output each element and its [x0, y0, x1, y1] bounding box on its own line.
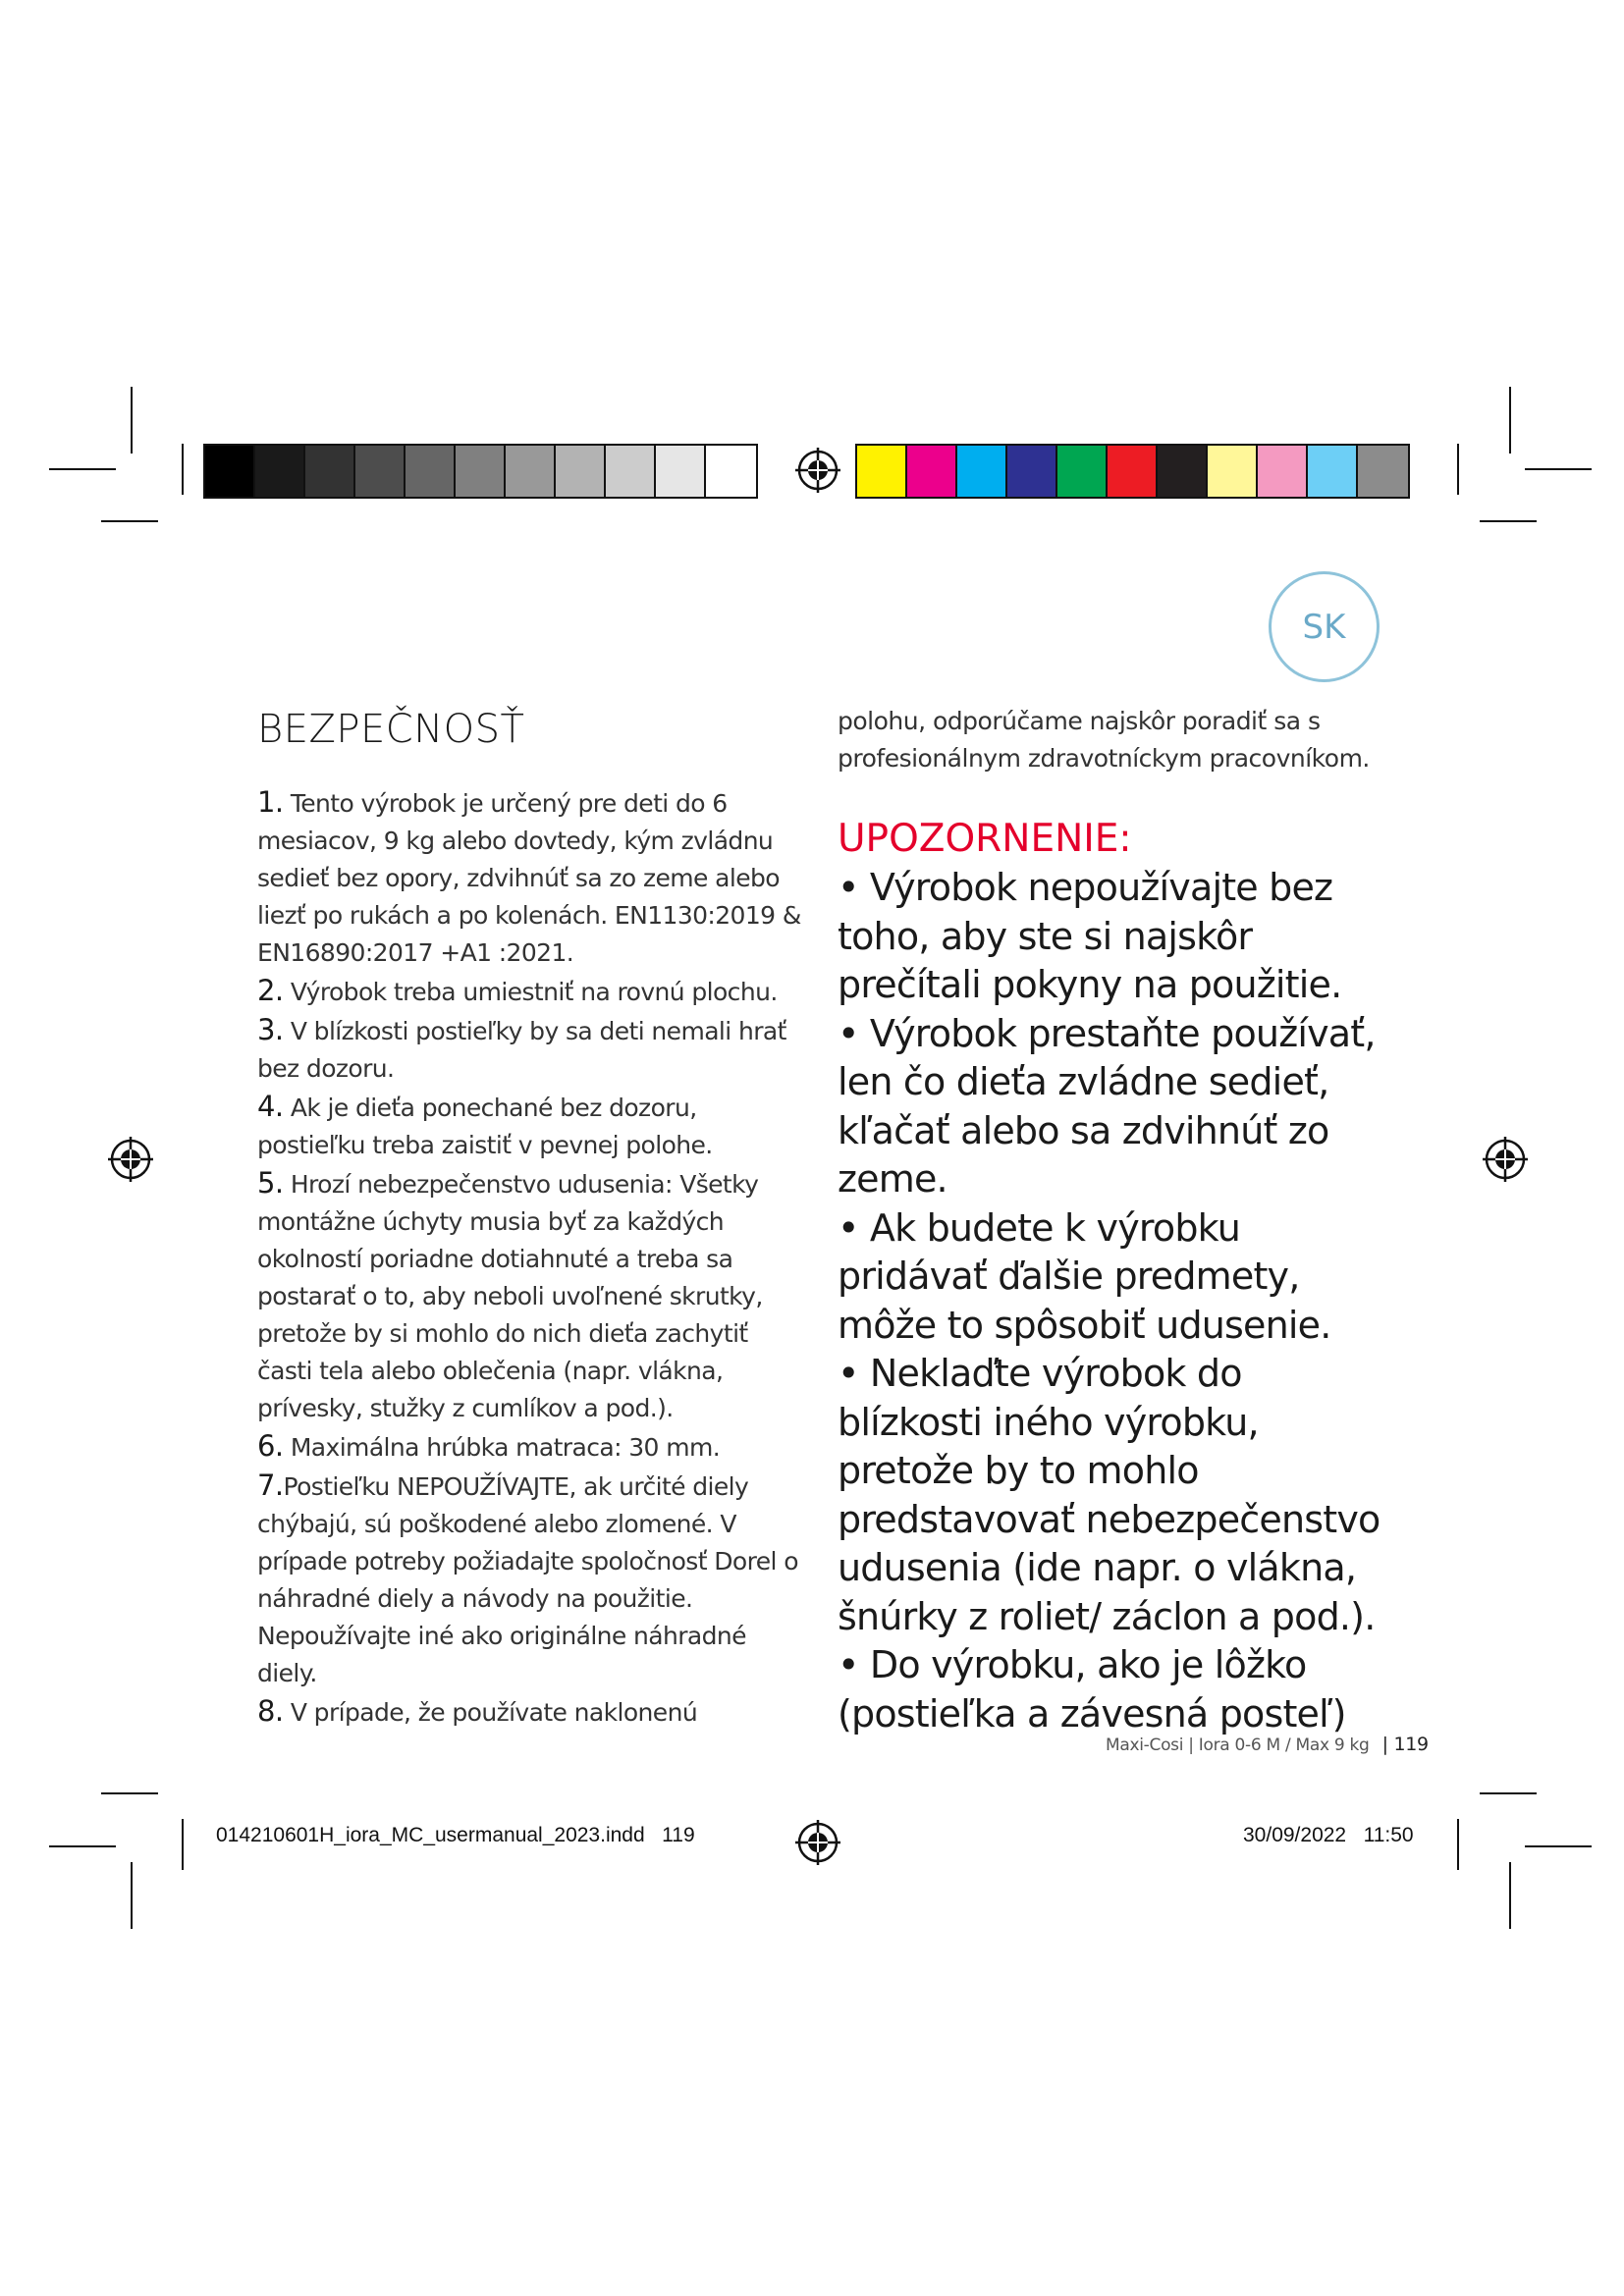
item-text: Výrobok treba umiestniť na rovnú plochu. — [283, 978, 778, 1006]
list-item — [257, 783, 807, 972]
color-swatch — [907, 446, 957, 497]
crop-mark — [182, 1819, 184, 1870]
crop-mark — [101, 520, 158, 522]
list-item — [257, 1088, 807, 1164]
gray-swatch — [255, 446, 305, 497]
slug-filename: 014210601H_iora_MC_usermanual_2023.indd 119 — [216, 1824, 695, 1846]
color-swatch — [1208, 446, 1258, 497]
crop-mark — [1480, 1792, 1537, 1794]
crop-mark — [49, 468, 116, 470]
footer-brand-text: Maxi-Cosi | Iora 0-6 M / Max 9 kg — [1106, 1735, 1370, 1755]
list-item — [257, 1164, 807, 1427]
crop-mark — [1457, 1819, 1459, 1870]
color-swatch — [1308, 446, 1358, 497]
gray-swatch — [456, 446, 506, 497]
gray-swatch — [706, 446, 756, 497]
list-item — [257, 1011, 807, 1088]
item-number: 8. — [257, 1694, 284, 1728]
gray-swatch — [305, 446, 355, 497]
color-swatch — [857, 446, 907, 497]
gray-swatch — [406, 446, 456, 497]
continued-text: polohu, odporúčame najskôr poradiť sa s profesionálnym zdravotníckym pracovníkom. — [838, 707, 1370, 773]
item-number: 3. — [257, 1013, 284, 1046]
warning-title: UPOZORNENIE: — [838, 817, 1132, 861]
language-badge — [1269, 571, 1380, 682]
item-text: Postieľku NEPOUŽÍVAJTE, ak určité diely chýbajú, sú poškodené alebo zlomené. V prípade potreby požiadajte spoločnosť Dorel o náhradné diely a návody na použitie. Nepoužívajte iné ako originálne náhradné diely. — [257, 1472, 798, 1687]
crop-mark — [1480, 520, 1537, 522]
registration-mark-icon — [1481, 1135, 1530, 1184]
color-swatch — [1057, 446, 1108, 497]
page-number: | 119 — [1381, 1734, 1429, 1755]
language-badge-label: SK — [1302, 607, 1346, 647]
gray-swatch — [606, 446, 656, 497]
warning-item: • Výrobok nepoužívajte bez toho, aby ste si najskôr prečítali pokyny na použitie. — [838, 866, 1342, 1006]
item-text: Ak je dieťa ponechané bez dozoru, postieľku treba zaistiť v pevnej polohe. — [257, 1094, 713, 1159]
crop-mark — [1525, 468, 1592, 470]
item-number: 1. — [257, 785, 284, 819]
registration-mark-icon — [106, 1135, 155, 1184]
item-text: Maximálna hrúbka matraca: 30 mm. — [283, 1433, 721, 1462]
item-number: 5. — [257, 1166, 284, 1200]
item-number: 6. — [257, 1429, 284, 1463]
color-swatch — [1007, 446, 1057, 497]
registration-mark-icon — [793, 446, 842, 495]
gray-swatch — [556, 446, 606, 497]
color-swatch — [1108, 446, 1158, 497]
page-footer — [1106, 1734, 1429, 1755]
gray-swatch — [656, 446, 706, 497]
list-item — [257, 972, 807, 1011]
registration-mark-icon — [793, 1818, 842, 1867]
color-swatch — [1158, 446, 1208, 497]
gray-swatch — [355, 446, 406, 497]
crop-mark — [1457, 444, 1459, 495]
warning-list — [838, 864, 1387, 1738]
crop-mark — [1509, 387, 1511, 454]
color-swatch — [1258, 446, 1308, 497]
warning-item: • Do výrobku, ako je lôžko (postieľka a závesná posteľ) — [838, 1643, 1346, 1735]
item-text: V blízkosti postieľky by sa deti nemali hrať bez dozoru. — [257, 1017, 786, 1083]
warning-item: • Ak budete k výrobku pridávať ďalšie predmety, môže to spôsobiť udusenie. — [838, 1205, 1331, 1347]
item-number: 4. — [257, 1090, 284, 1123]
crop-mark — [101, 1792, 158, 1794]
crop-mark — [131, 1862, 133, 1929]
warning-item: • Neklaďte výrobok do blízkosti iného výrobku, pretože by to mohlo predstavovať nebezpečenstvo udusenia (ide napr. o vlákna, šnúrky z roliet/ záclon a pod.). — [838, 1352, 1380, 1638]
crop-mark — [131, 387, 133, 454]
crop-mark — [1525, 1845, 1592, 1847]
color-swatch — [957, 446, 1007, 497]
item-number: 7. — [257, 1468, 284, 1502]
crop-mark — [49, 1845, 116, 1847]
crop-mark — [182, 444, 184, 495]
color-swatch — [1358, 446, 1408, 497]
item-number: 2. — [257, 974, 284, 1007]
gray-swatch — [205, 446, 255, 497]
item-text: V prípade, že používate naklonenú — [283, 1698, 698, 1727]
item-text: Hrozí nebezpečenstvo udusenia: Všetky montážne úchyty musia byť za každých okolností poriadne dotiahnuté a treba sa postarať o to, aby neboli uvoľnené skrutky, pretože by si mohlo do nich dieťa zachytiť časti tela alebo oblečenia (napr. vlákna, prívesky, stužky z cumlíkov a pod.). — [257, 1170, 763, 1422]
list-item — [257, 1427, 807, 1467]
grayscale-color-bar — [203, 444, 758, 499]
slug-datetime: 30/09/2022 11:50 — [1243, 1824, 1414, 1846]
gray-swatch — [506, 446, 556, 497]
safety-list — [257, 783, 807, 1732]
section-title: BEZPEČNOSŤ — [257, 707, 525, 752]
process-color-bar — [855, 444, 1410, 499]
crop-mark — [1509, 1862, 1511, 1929]
list-item — [257, 1467, 807, 1692]
item-text: Tento výrobok je určený pre deti do 6 mesiacov, 9 kg alebo dovtedy, kým zvládnu sedieť bez opory, zdvihnúť sa zo zeme alebo liezť po rukách a po kolenách. EN1130:2019 & EN16890:2017 +A1 :2021. — [257, 789, 801, 967]
warning-item: • Výrobok prestaňte používať, len čo dieťa zvládne sedieť, kľačať alebo sa zdvihnúť zo zeme. — [838, 1011, 1376, 1201]
right-column — [838, 703, 1387, 1738]
list-item — [257, 1692, 807, 1732]
